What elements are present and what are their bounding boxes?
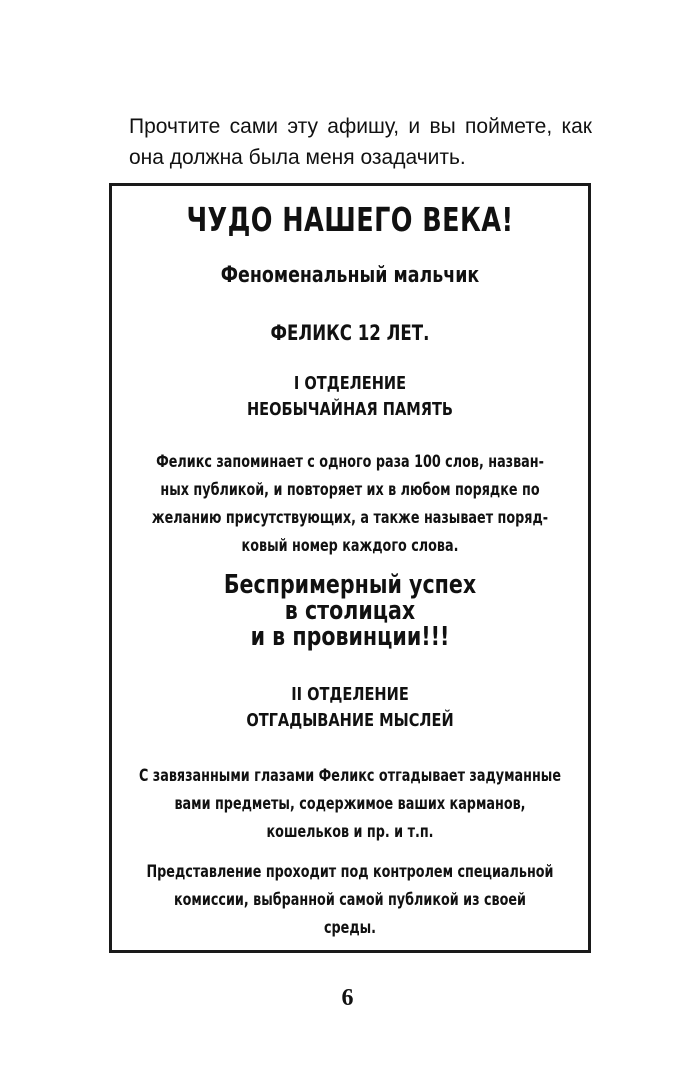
section2-title: ОТГАДЫВАНИЕ МЫСЛЕЙ bbox=[246, 710, 454, 731]
intro-paragraph bbox=[102, 111, 592, 173]
success-line: и в провинции!!! bbox=[250, 622, 450, 652]
section2-description bbox=[128, 762, 572, 846]
poster-footer-note bbox=[128, 858, 572, 942]
page-number: 6 bbox=[341, 985, 354, 1011]
footer-note-line: Представление проходит под контролем специальной bbox=[146, 862, 554, 881]
footer-note-line: комиссии, выбранной самой публикой из своей bbox=[173, 890, 527, 909]
section1-description-line: Феликс запоминает с одного раза 100 слов, назван- bbox=[156, 452, 544, 471]
poster-headline: ЧУДО НАШЕГО ВЕКА! bbox=[186, 200, 514, 239]
section1-number: I ОТДЕЛЕНИЕ bbox=[293, 373, 407, 394]
poster-performer-name: ФЕЛИКС 12 ЛЕТ. bbox=[270, 321, 430, 345]
intro-line-2: она должна была меня озадачить. bbox=[129, 146, 466, 169]
footer-note-line: среды. bbox=[323, 918, 377, 937]
poster-subhead: Феноменальный мальчик bbox=[220, 263, 480, 288]
success-banner bbox=[141, 572, 560, 650]
success-line: Беспримерный успех bbox=[223, 570, 477, 600]
section2-description-line: вами предметы, содержимое ваших карманов, bbox=[174, 794, 526, 813]
success-line: в столицах bbox=[284, 596, 416, 626]
section1-title: НЕОБЫЧАЙНАЯ ПАМЯТЬ bbox=[246, 399, 454, 420]
section2-description-line: С завязанными глазами Феликс отгадывает задуманные bbox=[138, 766, 561, 785]
section2-number: II ОТДЕЛЕНИЕ bbox=[291, 684, 409, 705]
section1-description-line: ных публикой, и повторяет их в любом порядке по bbox=[160, 480, 540, 499]
section1-description-line: ковый номер каждого слова. bbox=[241, 536, 459, 555]
section2-description-line: кошельков и пр. и т.п. bbox=[266, 822, 434, 841]
section1-description bbox=[121, 448, 579, 560]
section1-description-line: желанию присутствующих, а также называет поряд- bbox=[151, 508, 549, 527]
poster-frame bbox=[109, 183, 591, 953]
intro-line-1: Прочтите сами эту афишу, и вы поймете, как bbox=[129, 115, 592, 138]
